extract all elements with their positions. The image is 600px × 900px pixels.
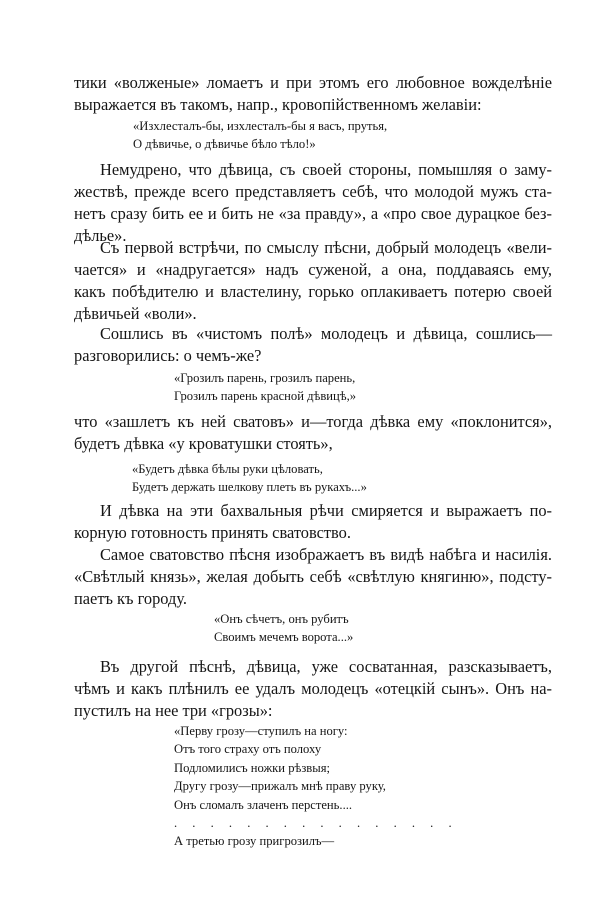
text-line: дѣвичьей «воли». bbox=[74, 304, 197, 323]
text-line: Въ другой пѣснѣ, дѣвица, уже сосватанная, разсказываетъ, bbox=[100, 657, 552, 676]
text-line: корную готовность принять сватовство. bbox=[74, 523, 351, 542]
text-line: будетъ дѣвка «у кроватушки стоять», bbox=[74, 434, 333, 453]
paragraph bbox=[74, 72, 552, 116]
text-line: выражается въ такомъ, напр., кровопійственномъ желавіи: bbox=[74, 95, 482, 114]
paragraph bbox=[74, 411, 552, 455]
text-line: Съ первой встрѣчи, по смыслу пѣсни, добрый молодецъ «вели- bbox=[100, 238, 552, 257]
ellipsis-dots: . . . . . . . . . . . . . . . . bbox=[174, 816, 458, 831]
text-line: Немудрено, что дѣвица, съ своей стороны, помышляя о заму- bbox=[100, 160, 552, 179]
text-line: что «зашлетъ къ ней сватовъ» и—тогда дѣвка ему «поклонится», bbox=[74, 412, 552, 431]
verse-line: О дѣвичье, о дѣвичье бѣло тѣло!» bbox=[133, 137, 316, 152]
verse-line: Грозилъ парень красной дѣвицѣ,» bbox=[174, 389, 357, 404]
text-line: нетъ сразу бить ее и бить не «за правду», а «про свое дурацкое без- bbox=[74, 204, 552, 223]
text-line: какъ побѣдителю и властелину, горько оплакиваетъ потерю своей bbox=[74, 282, 552, 301]
verse-line: «Грозилъ парень, грозилъ парень, bbox=[174, 371, 356, 385]
verse-quote bbox=[174, 722, 458, 851]
text-line: дѣлье». bbox=[74, 226, 127, 245]
verse-line: Подломилисъ ножки рѣзвыя; bbox=[174, 760, 331, 775]
verse-quote bbox=[214, 610, 353, 647]
text-line: тики «волженые» ломаетъ и при этомъ его любовное вожделѣніе bbox=[74, 73, 552, 92]
verse-quote bbox=[132, 460, 367, 497]
text-line: Самое сватовство пѣсня изображаетъ въ видѣ набѣга и насилія. bbox=[100, 545, 552, 564]
paragraph bbox=[74, 544, 552, 610]
verse-line: Отъ того страху отъ полоху bbox=[174, 742, 322, 757]
text-line: чается» и «надругается» надъ суженой, а она, поддаваясь ему, bbox=[74, 260, 552, 279]
text-line: пустилъ на нее три «грозы»: bbox=[74, 701, 273, 720]
paragraph bbox=[74, 237, 552, 325]
paragraph bbox=[74, 656, 552, 722]
paragraph bbox=[74, 323, 552, 367]
verse-line: А третью грозу пригрозилъ— bbox=[174, 834, 335, 849]
text-line: «Свѣтлый князь», желая добыть себѣ «свѣтлую княгиню», подсту- bbox=[74, 567, 552, 586]
paragraph bbox=[74, 159, 552, 247]
verse-line: Онъ сломалъ злаченъ перстень.... bbox=[174, 797, 353, 812]
verse-line: «Онъ сѣчетъ, онъ рубитъ bbox=[214, 612, 349, 626]
verse-line: Другу грозу—прижалъ мнѣ праву руку, bbox=[174, 779, 386, 794]
verse-line: Будетъ держать шелкову плеть въ рукахъ...» bbox=[132, 480, 367, 495]
text-line: жествѣ, прежде всего представляетъ себѣ, что молодой мужъ ста- bbox=[74, 182, 552, 201]
verse-line: «Перву грозу—ступилъ на ногу: bbox=[174, 724, 348, 738]
text-line: разговорились: о чемъ-же? bbox=[74, 346, 262, 365]
text-line: Сошлись въ «чистомъ полѣ» молодецъ и дѣвица, сошлись— bbox=[100, 324, 552, 343]
paragraph bbox=[74, 500, 552, 544]
verse-line: «Будетъ дѣвка бѣлы руки цѣловать, bbox=[132, 462, 323, 476]
verse-line: Своимъ мечемъ ворота...» bbox=[214, 630, 354, 645]
text-line: паетъ къ городу. bbox=[74, 589, 188, 608]
text-line: И дѣвка на эти бахвальныя рѣчи смиряется и выражаетъ по- bbox=[100, 501, 552, 520]
verse-quote bbox=[133, 117, 387, 154]
text-line: чѣмъ и какъ плѣнилъ ее удалъ молодецъ «отецкій сынъ». Онъ на- bbox=[74, 679, 552, 698]
verse-line: «Изхлесталъ-бы, изхлесталъ-бы я васъ, прутья, bbox=[133, 119, 388, 133]
verse-quote bbox=[174, 369, 356, 406]
